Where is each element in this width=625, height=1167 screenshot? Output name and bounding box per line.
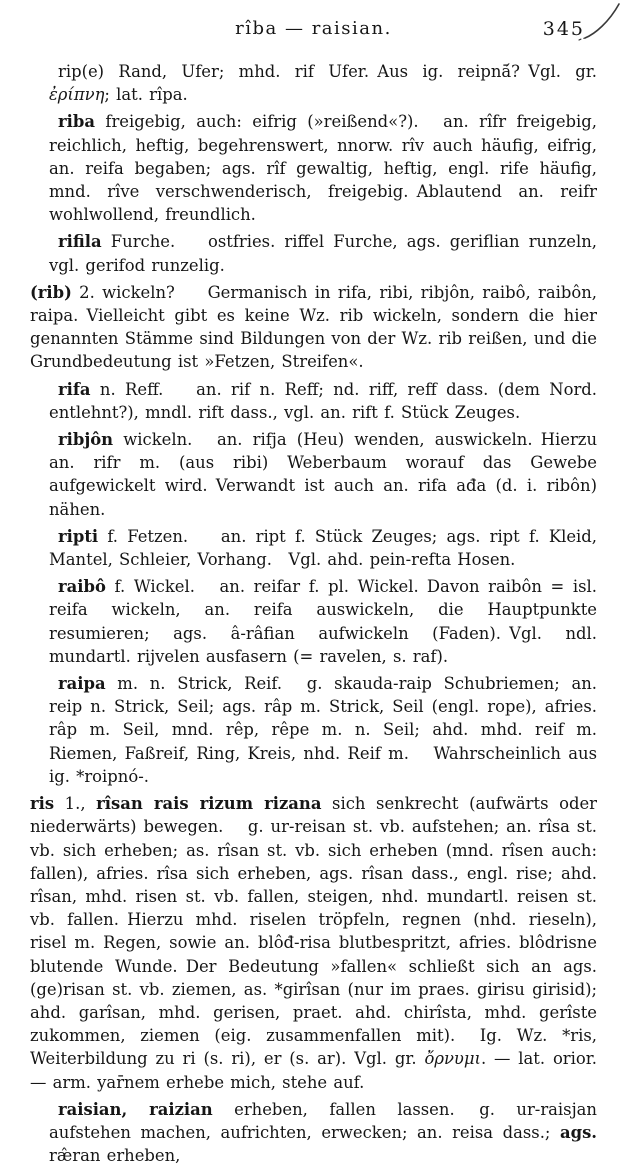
entry-text: erheben, fallen lassen. g. ur-raisjan aufstehen machen, aufrichten, erwecken; an. reisa dass.; (49, 1099, 597, 1142)
entry-text: rip(e) Rand, Ufer; mhd. rif Ufer. Aus ig. reipnā́? Vgl. gr. (58, 62, 597, 81)
headword-text: (rib) (30, 282, 72, 302)
page-number: 345 (542, 18, 585, 40)
greek-text: ἐρίπνη (49, 85, 105, 105)
headword-text: raibô (58, 577, 106, 597)
dictionary-entry (30, 792, 597, 1094)
dictionary-entry (49, 60, 597, 106)
entry-text: f. Wickel. an. reifar f. pl. Wickel. Davon raibôn = isl. reifa wickeln, an. reifa auswickeln, die Hauptpunkte resumieren; ags. â-râfian aufwickeln (Faden). Vgl. ndl. mundartl. rijvelen ausfasern (= ravelen, s. raf). (49, 577, 597, 666)
dictionary-entry (49, 428, 597, 521)
entry-text: ; lat. rîpa. (104, 85, 188, 105)
headword-text: raisian, raizian (58, 1099, 213, 1119)
dictionary-entries (30, 60, 597, 1167)
dictionary-entry (30, 281, 597, 374)
entry-text: . — lat. orior. — arm. yar̄nem erhebe mich, stehe auf. (30, 1049, 598, 1092)
headword-text: ags. (559, 1122, 597, 1142)
entry-text: Furche. ostfries. riffel Furche, ags. geriflian runzeln, vgl. gerifod runzelig. (49, 232, 597, 275)
entry-text: n. Reff. an. rif n. Reff; nd. riff, reff dass. (dem Nord. entlehnt?), mndl. rift dass., vgl. an. rift f. Stück Zeuges. (49, 379, 597, 422)
headword-text: rifa (58, 379, 91, 399)
entry-text: ræ̂ran erheben, (49, 1146, 181, 1166)
headword-text: riba (58, 112, 95, 132)
dictionary-entry (49, 575, 597, 668)
dictionary-entry (49, 110, 597, 226)
greek-text: ὄρνυμι (424, 1049, 481, 1069)
entry-text: sich senkrecht (aufwärts oder niederwärts) bewegen. g. ur-reisan st. vb. aufstehen; an. rîsa st. vb. sich erheben; as. rîsan st. vb. sich erheben (mnd. rîsen auch: fallen), afries. rîsa sich erheben, ags. rîsan dass., engl. rise; ahd. rîsan, mhd. risen st. vb. fallen, steigen, nhd. mundartl. reisen st. vb. fallen. Hierzu mhd. riselen tröpfeln, regnen (nhd. rieseln), risel m. Regen, sowie an. blôđ-risa blutbespritzt, afries. blôdrisne blutende Wunde. Der Bedeutung »fallen« schließt sich an ags. (ge)risan st. vb. ziemen, as. *girîsan (nur im praes. girisu girisid); ahd. garîsan, mhd. gerisen, praet. ahd. chirîsta, mhd. gerîste zukommen, ziemen (eig. zusammenfallen mit). Ig. Wz. *ris, Weiterbildung zu ri (s. ri), er (s. ar). Vgl. gr. (30, 794, 597, 1069)
entry-text: wickeln. an. rifja (Heu) wenden, auswickeln. Hierzu an. rifr m. (aus ribi) Weberbaum worauf das Gewebe aufgewickelt wird. Verwandt ist auch an. rifa ađa (d. i. ribôn) nähen. (49, 430, 597, 519)
entry-text: f. Fetzen. an. ript f. Stück Zeuges; ags. ript f. Kleid, Mantel, Schleier, Vorhang. Vgl. ahd. pein-refta Hosen. (49, 526, 597, 570)
dictionary-entry (49, 672, 597, 788)
dictionary-entry (49, 1098, 597, 1167)
headword-text: rifila (58, 232, 102, 252)
headword-text: ripti (58, 526, 99, 546)
entry-text: 2. wickeln? Germanisch in rifa, ribi, ribjôn, raibô, raibôn, raipa. Vielleicht gibt es keine Wz. rib wickeln, sondern die hier genannten Stämme sind Bildungen von der Wz. rib reißen, und die Grundbedeutung ist »Fetzen, Streifen«. (30, 282, 597, 372)
dictionary-entry (49, 230, 597, 276)
running-head (30, 18, 597, 48)
entry-text: 1., (54, 794, 97, 814)
headword-text: ris (30, 794, 55, 814)
headword-text: ribjôn (58, 430, 114, 450)
entry-text: freigebig, auch: eifrig (»reißend«?). an. rîfr freigebig, reichlich, heftig, begehrenswert, nnorw. rîv auch häufig, eifrig, an. reifa begaben; ags. rîf gewaltig, heftig, engl. rife häufig, mnd. rîve verschwenderisch, freigebig. Ablautend an. reifr wohlwollend, freundlich. (49, 112, 597, 225)
dictionary-entry (49, 378, 597, 424)
entry-text: m. n. Strick, Reif. g. skauda-raip Schubriemen; an. reip n. Strick, Seil; ags. râp m. Strick, Seil (engl. rope), afries. râp m. Seil, mnd. rêp, rêpe m. n. Seil; ahd. mhd. reif m. Riemen, Faßreif, Ring, Kreis, nhd. Reif m. Wahrscheinlich aus ig. *roipnó-. (49, 674, 597, 786)
headword-text: raipa (58, 674, 106, 694)
page-title: rîba — raisian. (235, 18, 392, 39)
headword-text: rîsan rais rizum rizana (96, 794, 322, 814)
dictionary-entry (49, 525, 597, 571)
